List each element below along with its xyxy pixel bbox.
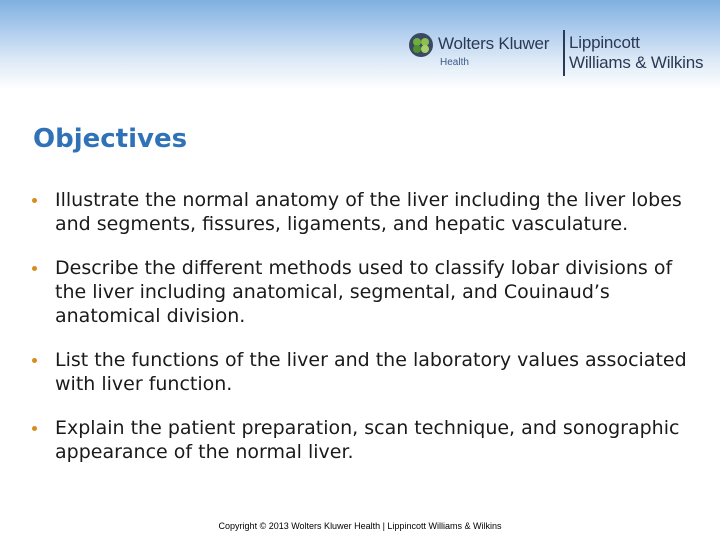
objective-item: [30, 416, 690, 464]
objective-item: [30, 188, 690, 236]
objective-item: [30, 348, 690, 396]
copyright-footer: Copyright © 2013 Wolters Kluwer Health | Lippincott Williams & Wilkins: [218, 521, 502, 531]
wk-logo-mark-icon: [408, 32, 434, 58]
objective-text: List the functions of the liver and the laboratory values associated with liver function.: [55, 349, 687, 395]
bullet-marker: [32, 358, 37, 363]
objectives-list: [30, 188, 690, 484]
publisher-logo: [408, 28, 718, 80]
lww-line-1: Lippincott: [569, 33, 640, 52]
bullet-marker: [32, 426, 37, 431]
objective-item: [30, 256, 690, 328]
wk-brand-name: Wolters Kluwer: [438, 34, 550, 53]
wk-brand-subtitle: Health: [440, 57, 469, 68]
slide-title: Objectives: [33, 124, 188, 154]
objective-text: Describe the different methods used to classify lobar divisions of the liver including anatomical, segmental, and Couinaud’s anatomical division.: [55, 257, 673, 327]
lww-line-2: Williams & Wilkins: [569, 53, 704, 72]
lww-brand-name: [569, 33, 703, 73]
bullet-marker: [32, 198, 37, 203]
logo-divider: [563, 30, 565, 76]
objective-text: Illustrate the normal anatomy of the liver including the liver lobes and segments, fissures, ligaments, and hepatic vasculature.: [55, 189, 682, 235]
objective-text: Explain the patient preparation, scan technique, and sonographic appearance of the normal liver.: [55, 417, 680, 463]
bullet-marker: [32, 266, 37, 271]
